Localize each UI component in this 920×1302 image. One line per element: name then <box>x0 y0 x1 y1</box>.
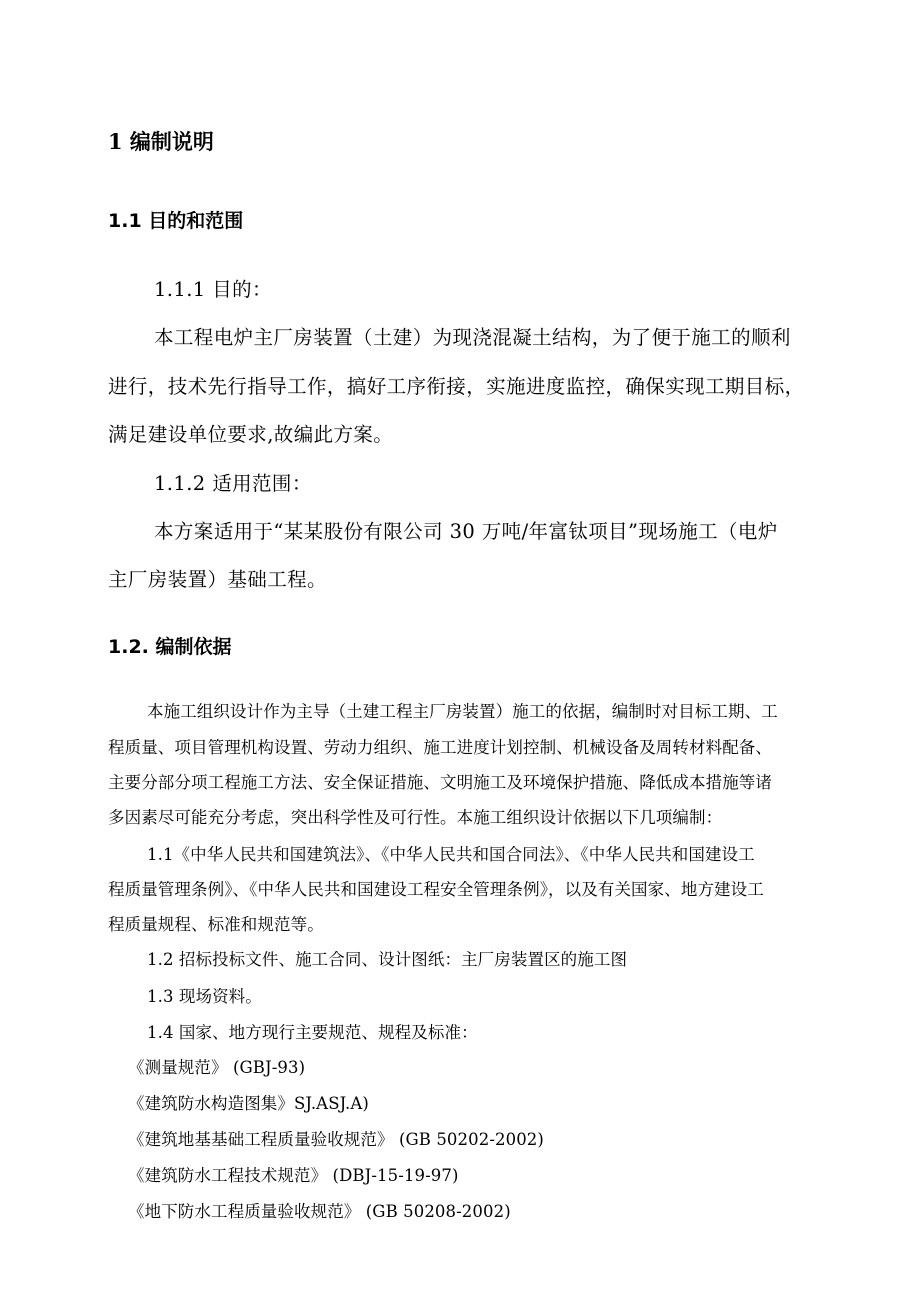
paragraph-line: 主要分部分项工程施工方法、安全保证措施、文明施工及环境保护措施、降低成本措施等诸 <box>108 773 772 792</box>
standard-item: 《建筑防水工程技术规范》 (DBJ-15-19-97) <box>128 1166 459 1185</box>
section-1-2-title: 1.2. 编制依据 <box>108 636 232 658</box>
standard-item: 《测量规范》 (GBJ-93) <box>128 1058 306 1077</box>
basis-item-3: 1.3 现场资料。 <box>147 987 262 1006</box>
paragraph-line: 进行，技术先行指导工作，搞好工序衔接，实施进度监控，确保实现工期目标， <box>108 375 805 398</box>
standard-item: 《建筑地基基础工程质量验收规范》 (GB 50202-2002) <box>128 1130 544 1149</box>
subsection-1-1-1-title: 1.1.1 目的： <box>154 278 272 301</box>
heading-1: 1 编制说明 <box>108 129 214 154</box>
paragraph-line: 主厂房装置）基础工程。 <box>108 568 327 591</box>
basis-item-2: 1.2 招标投标文件、施工合同、设计图纸：主厂房装置区的施工图 <box>147 950 628 969</box>
paragraph-line: 程质量管理条例》、《中华人民共和国建设工程安全管理条例》，以及有关国家、地方建设工 <box>108 880 764 899</box>
section-1-1-title: 1.1 目的和范围 <box>108 210 244 232</box>
subsection-1-1-2-title: 1.1.2 适用范围： <box>154 472 312 495</box>
paragraph-line: 多因素尽可能充分考虑，突出科学性及可行性。本施工组织设计依据以下几项编制： <box>108 808 723 827</box>
paragraph-line: 本方案适用于“某某股份有限公司 30 万吨/年富钛项目”现场施工（电炉 <box>154 520 778 543</box>
paragraph-line: 程质量、项目管理机构设置、劳动力组织、施工进度计划控制、机械设备及周转材料配备、 <box>108 738 772 757</box>
paragraph-line: 本施工组织设计作为主导（土建工程主厂房装置）施工的依据，编制时对目标工期、工 <box>147 702 778 721</box>
paragraph-line: 本工程电炉主厂房装置（土建）为现浇混凝土结构，为了便于施工的顺利 <box>154 326 791 349</box>
basis-item-1: 1.1《中华人民共和国建筑法》、《中华人民共和国合同法》、《中华人民共和国建设工 <box>147 845 755 864</box>
paragraph-line: 程质量规程、标准和规范等。 <box>108 915 324 934</box>
paragraph-line: 满足建设单位要求,故编此方案。 <box>108 423 394 446</box>
standard-item: 《建筑防水构造图集》SJ.ASJ.A) <box>128 1094 369 1113</box>
basis-item-4: 1.4 国家、地方现行主要规范、规程及标准： <box>147 1023 478 1042</box>
standard-item: 《地下防水工程质量验收规范》 (GB 50208-2002) <box>128 1202 511 1221</box>
